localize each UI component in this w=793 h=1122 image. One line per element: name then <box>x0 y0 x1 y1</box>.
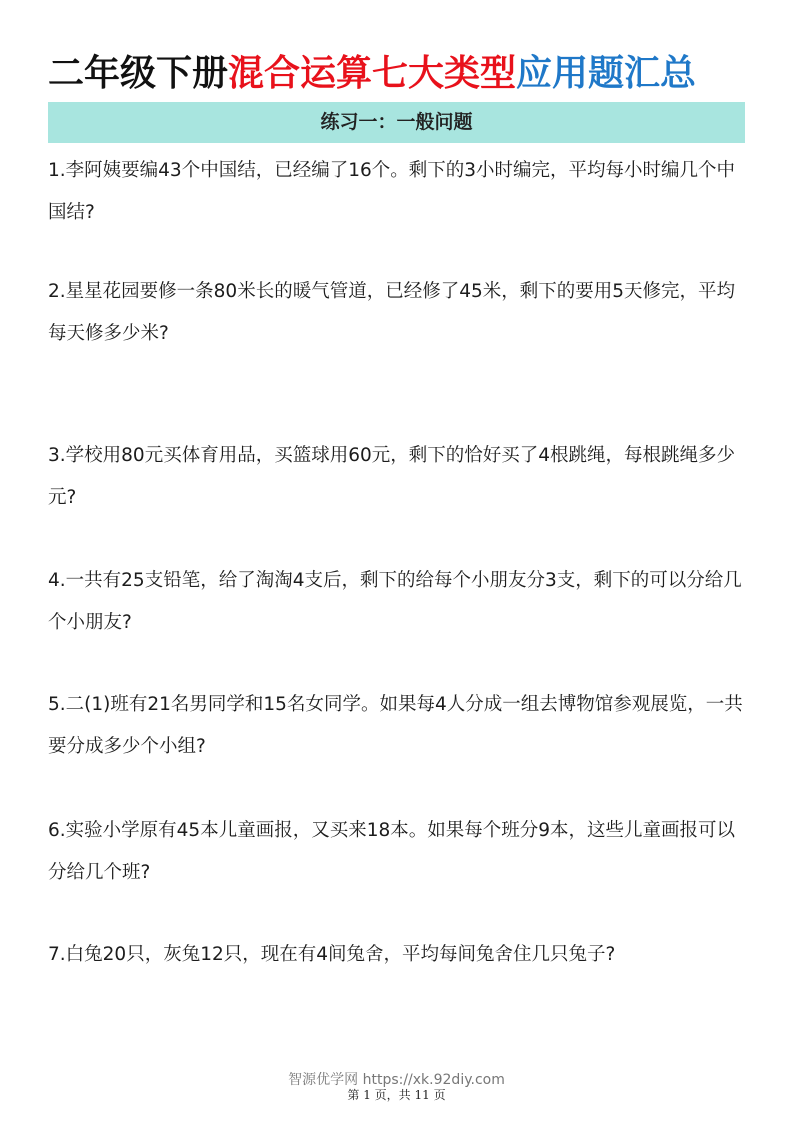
title-topic: 混合运算七大类型 <box>228 53 517 94</box>
footer-site-link[interactable]: 智源优学网 https://xk.92diy.com <box>288 1072 505 1088</box>
page-title <box>48 46 748 102</box>
question-5: 5.二(1)班有21名男同学和15名女同学。如果每4人分成一组去博物馆参观展览，一共要分成多少个小组? <box>48 694 743 757</box>
question-7: 7.白兔20只，灰兔12只，现在有4间兔舍，平均每间兔舍住几只兔子? <box>48 944 616 965</box>
section-title: 练习一：一般问题 <box>320 111 473 133</box>
question-3: 3.学校用80元买体育用品，买篮球用60元，剩下的恰好买了4根跳绳，每根跳绳多少元? <box>48 445 736 508</box>
title-suffix: 应用题汇总 <box>516 53 697 94</box>
question-1: 1.李阿姨要编43个中国结，已经编了16个。剩下的3小时编完，平均每小时编几个中国结? <box>48 160 736 223</box>
question-6: 6.实验小学原有45本儿童画报，又买来18本。如果每个班分9本，这些儿童画报可以分给几个班? <box>48 820 736 883</box>
section-banner <box>48 102 745 143</box>
question-2: 2.星星花园要修一条80米长的暖气管道，已经修了45米，剩下的要用5天修完，平均每天修多少米? <box>48 281 736 344</box>
page-number: 第 1 页，共 11 页 <box>347 1088 446 1102</box>
question-4: 4.一共有25支铅笔，给了淘淘4支后，剩下的给每个小朋友分3支，剩下的可以分给几个小朋友? <box>48 570 742 633</box>
title-grade: 二年级下册 <box>48 53 229 94</box>
